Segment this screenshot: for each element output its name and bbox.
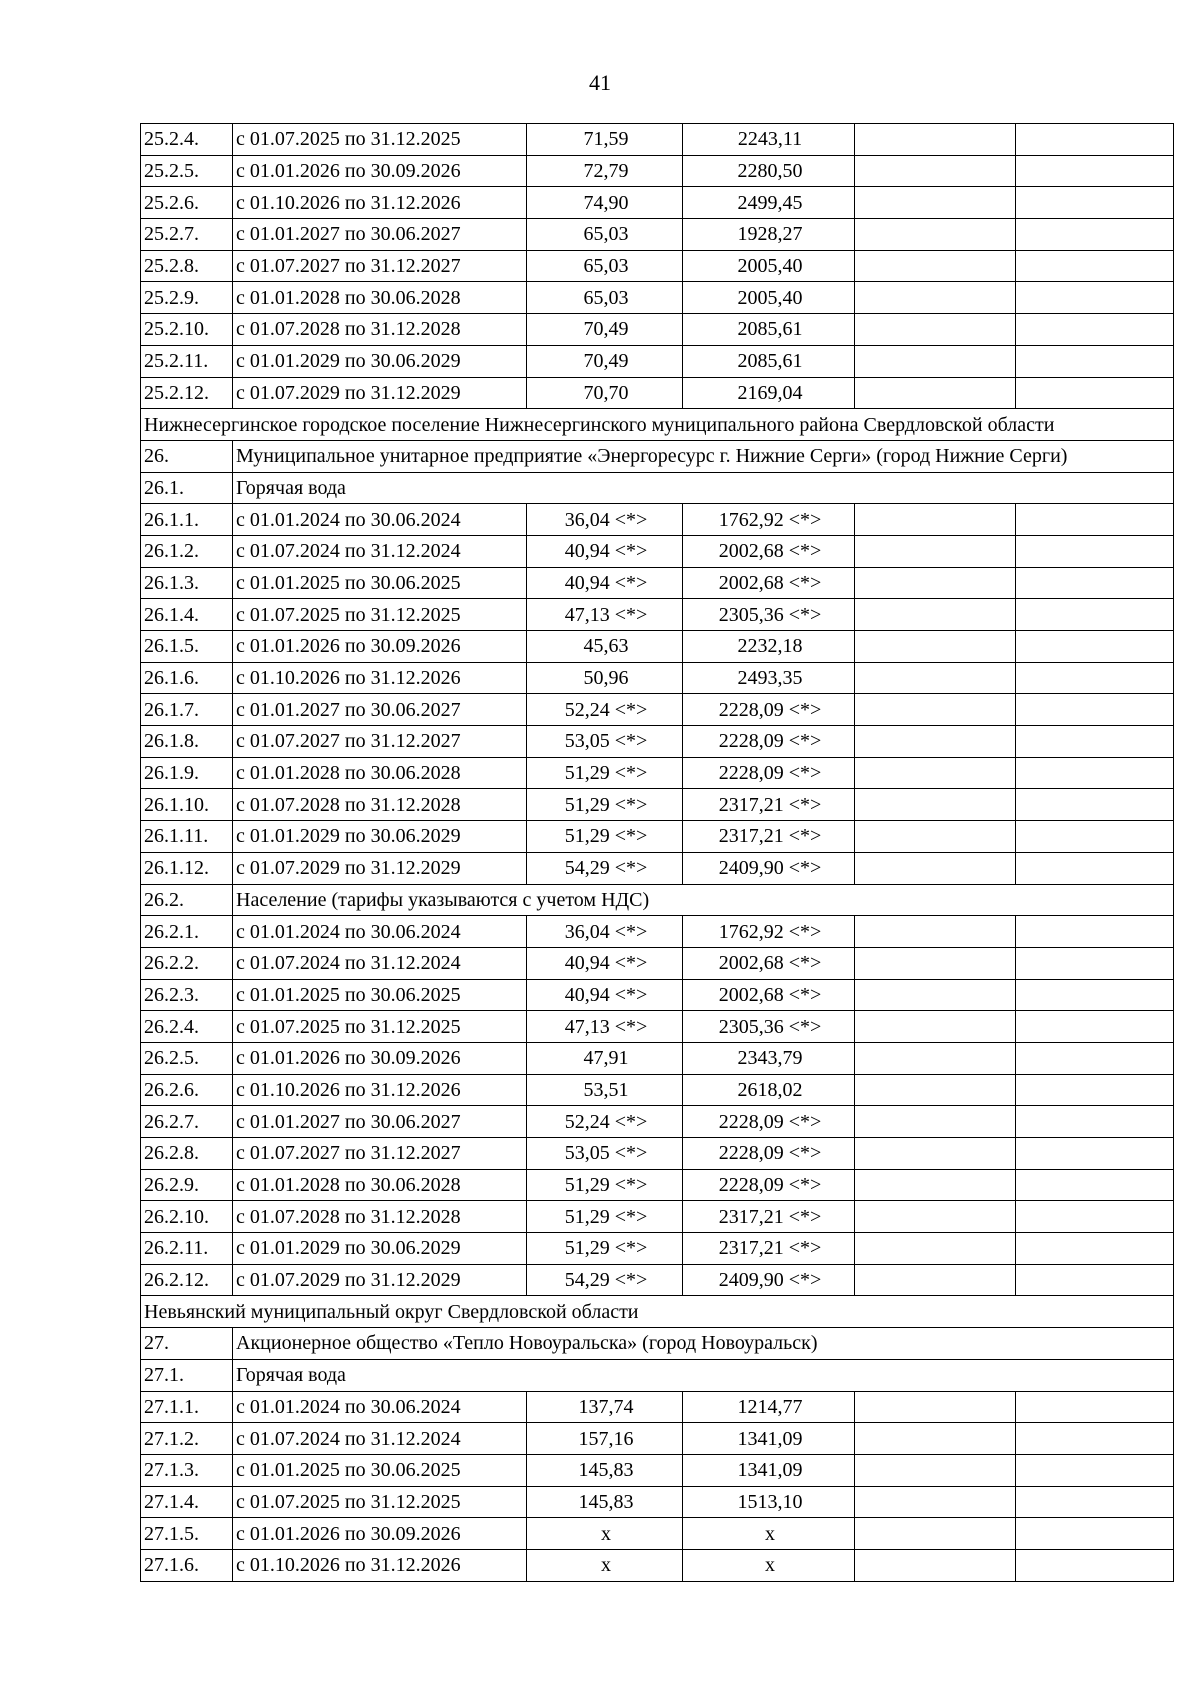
value-cell-2: 2085,61 xyxy=(683,314,855,346)
period-cell: с 01.01.2029 по 30.06.2029 xyxy=(233,1233,527,1265)
empty-cell xyxy=(855,821,1016,853)
value-cell-1: 145,83 xyxy=(527,1454,683,1486)
empty-cell xyxy=(855,1391,1016,1423)
value-cell-2: 1341,09 xyxy=(683,1423,855,1455)
value-cell-2: 2305,36 <*> xyxy=(683,1011,855,1043)
section-row xyxy=(141,472,1174,504)
empty-cell xyxy=(1016,187,1174,219)
section-row xyxy=(141,1359,1174,1391)
row-number: 25.2.12. xyxy=(141,377,233,409)
value-cell-2: 2232,18 xyxy=(683,631,855,663)
period-cell: с 01.07.2027 по 31.12.2027 xyxy=(233,726,527,758)
value-cell-1: 51,29 <*> xyxy=(527,1233,683,1265)
value-cell-1: 65,03 xyxy=(527,219,683,251)
value-cell-1: 54,29 <*> xyxy=(527,1264,683,1296)
value-cell-2: 2317,21 <*> xyxy=(683,821,855,853)
empty-cell xyxy=(1016,155,1174,187)
empty-cell xyxy=(855,757,1016,789)
value-cell-1: 40,94 <*> xyxy=(527,535,683,567)
empty-cell xyxy=(1016,757,1174,789)
empty-cell xyxy=(855,124,1016,156)
period-cell: с 01.01.2027 по 30.06.2027 xyxy=(233,1106,527,1138)
empty-cell xyxy=(855,726,1016,758)
period-cell: с 01.01.2024 по 30.06.2024 xyxy=(233,1391,527,1423)
empty-cell xyxy=(1016,345,1174,377)
period-cell: с 01.07.2025 по 31.12.2025 xyxy=(233,1011,527,1043)
value-cell-2: 2280,50 xyxy=(683,155,855,187)
empty-cell xyxy=(855,1264,1016,1296)
empty-cell xyxy=(1016,1391,1174,1423)
table-row xyxy=(141,852,1174,884)
row-number: 26.1.10. xyxy=(141,789,233,821)
table-row xyxy=(141,567,1174,599)
value-cell-1: 52,24 <*> xyxy=(527,1106,683,1138)
empty-cell xyxy=(1016,1011,1174,1043)
value-cell-2: 2499,45 xyxy=(683,187,855,219)
table-row xyxy=(141,599,1174,631)
section-number: 27.1. xyxy=(141,1359,233,1391)
table-row xyxy=(141,1011,1174,1043)
empty-cell xyxy=(1016,377,1174,409)
empty-cell xyxy=(1016,1042,1174,1074)
table-row xyxy=(141,1391,1174,1423)
period-cell: с 01.01.2026 по 30.09.2026 xyxy=(233,1042,527,1074)
empty-cell xyxy=(855,1201,1016,1233)
empty-cell xyxy=(1016,314,1174,346)
period-cell: с 01.07.2029 по 31.12.2029 xyxy=(233,1264,527,1296)
empty-cell xyxy=(855,377,1016,409)
row-number: 25.2.10. xyxy=(141,314,233,346)
empty-cell xyxy=(855,789,1016,821)
table-row xyxy=(141,662,1174,694)
empty-cell xyxy=(855,567,1016,599)
value-cell-1: 51,29 <*> xyxy=(527,1201,683,1233)
value-cell-2: 2317,21 <*> xyxy=(683,1201,855,1233)
row-number: 26.2.8. xyxy=(141,1138,233,1170)
tariff-table-body xyxy=(141,124,1174,1582)
row-number: 26.1.6. xyxy=(141,662,233,694)
empty-cell xyxy=(1016,1233,1174,1265)
row-number: 26.2.6. xyxy=(141,1074,233,1106)
row-number: 25.2.11. xyxy=(141,345,233,377)
empty-cell xyxy=(855,1549,1016,1581)
value-cell-1: 40,94 <*> xyxy=(527,947,683,979)
empty-cell xyxy=(1016,250,1174,282)
value-cell-2: 2002,68 <*> xyxy=(683,535,855,567)
empty-cell xyxy=(855,1074,1016,1106)
section-row xyxy=(141,884,1174,916)
empty-cell xyxy=(1016,1423,1174,1455)
empty-cell xyxy=(855,1518,1016,1550)
region-row xyxy=(141,1296,1174,1328)
period-cell: с 01.07.2024 по 31.12.2024 xyxy=(233,947,527,979)
table-row xyxy=(141,1233,1174,1265)
empty-cell xyxy=(855,535,1016,567)
row-number: 26.1.5. xyxy=(141,631,233,663)
table-row xyxy=(141,1201,1174,1233)
empty-cell xyxy=(1016,1264,1174,1296)
period-cell: с 01.07.2027 по 31.12.2027 xyxy=(233,250,527,282)
row-number: 26.2.7. xyxy=(141,1106,233,1138)
empty-cell xyxy=(1016,1138,1174,1170)
empty-cell xyxy=(1016,219,1174,251)
table-row xyxy=(141,282,1174,314)
value-cell-1: 71,59 xyxy=(527,124,683,156)
value-cell-2: 2305,36 <*> xyxy=(683,599,855,631)
empty-cell xyxy=(1016,821,1174,853)
value-cell-1: 47,13 <*> xyxy=(527,599,683,631)
value-cell-2: 2493,35 xyxy=(683,662,855,694)
value-cell-2: 2228,09 <*> xyxy=(683,1138,855,1170)
empty-cell xyxy=(1016,535,1174,567)
value-cell-2: 1341,09 xyxy=(683,1454,855,1486)
value-cell-2: 2618,02 xyxy=(683,1074,855,1106)
value-cell-1: 36,04 <*> xyxy=(527,504,683,536)
period-cell: с 01.07.2025 по 31.12.2025 xyxy=(233,124,527,156)
empty-cell xyxy=(1016,1074,1174,1106)
table-row xyxy=(141,219,1174,251)
value-cell-2: 2169,04 xyxy=(683,377,855,409)
section-number: 26.2. xyxy=(141,884,233,916)
empty-cell xyxy=(855,916,1016,948)
value-cell-1: 54,29 <*> xyxy=(527,852,683,884)
empty-cell xyxy=(855,631,1016,663)
empty-cell xyxy=(855,219,1016,251)
period-cell: с 01.01.2026 по 30.09.2026 xyxy=(233,1518,527,1550)
row-number: 25.2.7. xyxy=(141,219,233,251)
empty-cell xyxy=(855,1169,1016,1201)
table-row xyxy=(141,947,1174,979)
section-number: 26.1. xyxy=(141,472,233,504)
value-cell-2: 2228,09 <*> xyxy=(683,757,855,789)
value-cell-2: 2317,21 <*> xyxy=(683,1233,855,1265)
value-cell-1: 47,91 xyxy=(527,1042,683,1074)
value-cell-2: 2228,09 <*> xyxy=(683,694,855,726)
table-row xyxy=(141,377,1174,409)
table-row xyxy=(141,314,1174,346)
empty-cell xyxy=(855,314,1016,346)
row-number: 25.2.9. xyxy=(141,282,233,314)
value-cell-2: 2002,68 <*> xyxy=(683,947,855,979)
value-cell-2: 2228,09 <*> xyxy=(683,1169,855,1201)
section-number: 27. xyxy=(141,1328,233,1360)
row-number: 26.1.3. xyxy=(141,567,233,599)
period-cell: с 01.01.2025 по 30.06.2025 xyxy=(233,979,527,1011)
value-cell-1: 70,49 xyxy=(527,345,683,377)
table-row xyxy=(141,1454,1174,1486)
row-number: 25.2.5. xyxy=(141,155,233,187)
empty-cell xyxy=(1016,916,1174,948)
value-cell-2: 2002,68 <*> xyxy=(683,979,855,1011)
value-cell-2: 2005,40 xyxy=(683,250,855,282)
value-cell-2: 1762,92 <*> xyxy=(683,916,855,948)
empty-cell xyxy=(1016,1549,1174,1581)
row-number: 27.1.6. xyxy=(141,1549,233,1581)
empty-cell xyxy=(855,852,1016,884)
empty-cell xyxy=(855,599,1016,631)
period-cell: с 01.01.2025 по 30.06.2025 xyxy=(233,567,527,599)
table-row xyxy=(141,979,1174,1011)
table-row xyxy=(141,1074,1174,1106)
table-row xyxy=(141,789,1174,821)
value-cell-1: 51,29 <*> xyxy=(527,1169,683,1201)
value-cell-2: 2002,68 <*> xyxy=(683,567,855,599)
section-number: 26. xyxy=(141,440,233,472)
table-row xyxy=(141,1518,1174,1550)
section-title: Горячая вода xyxy=(233,1359,1174,1391)
value-cell-1: 157,16 xyxy=(527,1423,683,1455)
section-row xyxy=(141,1328,1174,1360)
empty-cell xyxy=(1016,662,1174,694)
empty-cell xyxy=(1016,789,1174,821)
table-row xyxy=(141,535,1174,567)
empty-cell xyxy=(855,187,1016,219)
empty-cell xyxy=(855,694,1016,726)
empty-cell xyxy=(1016,947,1174,979)
table-row xyxy=(141,916,1174,948)
value-cell-1: 72,79 xyxy=(527,155,683,187)
value-cell-1: 51,29 <*> xyxy=(527,757,683,789)
table-row xyxy=(141,757,1174,789)
table-row xyxy=(141,124,1174,156)
empty-cell xyxy=(1016,694,1174,726)
section-title: Горячая вода xyxy=(233,472,1174,504)
empty-cell xyxy=(855,947,1016,979)
row-number: 26.1.9. xyxy=(141,757,233,789)
table-row xyxy=(141,1549,1174,1581)
value-cell-1: 36,04 <*> xyxy=(527,916,683,948)
empty-cell xyxy=(1016,504,1174,536)
period-cell: с 01.01.2028 по 30.06.2028 xyxy=(233,757,527,789)
value-cell-1: 145,83 xyxy=(527,1486,683,1518)
row-number: 27.1.2. xyxy=(141,1423,233,1455)
value-cell-2: х xyxy=(683,1549,855,1581)
period-cell: с 01.07.2027 по 31.12.2027 xyxy=(233,1138,527,1170)
row-number: 26.2.12. xyxy=(141,1264,233,1296)
empty-cell xyxy=(855,504,1016,536)
table-row xyxy=(141,504,1174,536)
row-number: 27.1.4. xyxy=(141,1486,233,1518)
empty-cell xyxy=(855,345,1016,377)
row-number: 26.2.2. xyxy=(141,947,233,979)
value-cell-2: 2228,09 <*> xyxy=(683,726,855,758)
table-row xyxy=(141,1486,1174,1518)
period-cell: с 01.10.2026 по 31.12.2026 xyxy=(233,1549,527,1581)
period-cell: с 01.01.2028 по 30.06.2028 xyxy=(233,1169,527,1201)
value-cell-1: 51,29 <*> xyxy=(527,789,683,821)
value-cell-1: 137,74 xyxy=(527,1391,683,1423)
row-number: 26.2.9. xyxy=(141,1169,233,1201)
row-number: 26.2.11. xyxy=(141,1233,233,1265)
period-cell: с 01.01.2029 по 30.06.2029 xyxy=(233,821,527,853)
value-cell-1: х xyxy=(527,1549,683,1581)
row-number: 26.1.12. xyxy=(141,852,233,884)
empty-cell xyxy=(1016,124,1174,156)
period-cell: с 01.07.2024 по 31.12.2024 xyxy=(233,1423,527,1455)
table-row xyxy=(141,155,1174,187)
period-cell: с 01.01.2026 по 30.09.2026 xyxy=(233,155,527,187)
row-number: 26.2.10. xyxy=(141,1201,233,1233)
empty-cell xyxy=(855,1106,1016,1138)
table-row xyxy=(141,1423,1174,1455)
empty-cell xyxy=(855,250,1016,282)
value-cell-1: 50,96 xyxy=(527,662,683,694)
value-cell-1: 70,70 xyxy=(527,377,683,409)
empty-cell xyxy=(1016,726,1174,758)
empty-cell xyxy=(855,1233,1016,1265)
region-row xyxy=(141,409,1174,441)
empty-cell xyxy=(1016,282,1174,314)
period-cell: с 01.01.2029 по 30.06.2029 xyxy=(233,345,527,377)
period-cell: с 01.10.2026 по 31.12.2026 xyxy=(233,662,527,694)
period-cell: с 01.01.2026 по 30.09.2026 xyxy=(233,631,527,663)
period-cell: с 01.07.2028 по 31.12.2028 xyxy=(233,314,527,346)
value-cell-1: 70,49 xyxy=(527,314,683,346)
table-row xyxy=(141,1106,1174,1138)
row-number: 26.1.2. xyxy=(141,535,233,567)
table-row xyxy=(141,631,1174,663)
region-title: Нижнесергинское городское поселение Нижнесергинского муниципального района Свердловской области xyxy=(141,409,1174,441)
period-cell: с 01.07.2025 по 31.12.2025 xyxy=(233,1486,527,1518)
table-row xyxy=(141,250,1174,282)
value-cell-2: 2228,09 <*> xyxy=(683,1106,855,1138)
empty-cell xyxy=(1016,852,1174,884)
empty-cell xyxy=(1016,1454,1174,1486)
section-row xyxy=(141,440,1174,472)
row-number: 26.2.5. xyxy=(141,1042,233,1074)
period-cell: с 01.07.2029 по 31.12.2029 xyxy=(233,377,527,409)
empty-cell xyxy=(855,1011,1016,1043)
tariff-table xyxy=(140,123,1174,1582)
section-title: Муниципальное унитарное предприятие «Энергоресурс г. Нижние Серги» (город Нижние Серги) xyxy=(233,440,1174,472)
value-cell-1: 53,05 <*> xyxy=(527,726,683,758)
period-cell: с 01.07.2028 по 31.12.2028 xyxy=(233,789,527,821)
value-cell-1: х xyxy=(527,1518,683,1550)
value-cell-1: 65,03 xyxy=(527,250,683,282)
period-cell: с 01.07.2028 по 31.12.2028 xyxy=(233,1201,527,1233)
empty-cell xyxy=(855,1138,1016,1170)
table-row xyxy=(141,345,1174,377)
period-cell: с 01.10.2026 по 31.12.2026 xyxy=(233,187,527,219)
value-cell-1: 40,94 <*> xyxy=(527,567,683,599)
period-cell: с 01.01.2024 по 30.06.2024 xyxy=(233,504,527,536)
empty-cell xyxy=(1016,1518,1174,1550)
row-number: 27.1.3. xyxy=(141,1454,233,1486)
empty-cell xyxy=(855,1454,1016,1486)
empty-cell xyxy=(1016,599,1174,631)
value-cell-1: 47,13 <*> xyxy=(527,1011,683,1043)
table-row xyxy=(141,821,1174,853)
empty-cell xyxy=(855,155,1016,187)
value-cell-2: 2343,79 xyxy=(683,1042,855,1074)
empty-cell xyxy=(855,662,1016,694)
row-number: 25.2.4. xyxy=(141,124,233,156)
period-cell: с 01.07.2024 по 31.12.2024 xyxy=(233,535,527,567)
period-cell: с 01.07.2025 по 31.12.2025 xyxy=(233,599,527,631)
value-cell-1: 74,90 xyxy=(527,187,683,219)
value-cell-1: 53,05 <*> xyxy=(527,1138,683,1170)
value-cell-1: 51,29 <*> xyxy=(527,821,683,853)
period-cell: с 01.01.2027 по 30.06.2027 xyxy=(233,219,527,251)
value-cell-2: 1214,77 xyxy=(683,1391,855,1423)
value-cell-2: 2409,90 <*> xyxy=(683,1264,855,1296)
table-row xyxy=(141,1169,1174,1201)
row-number: 25.2.6. xyxy=(141,187,233,219)
value-cell-1: 65,03 xyxy=(527,282,683,314)
value-cell-2: 2317,21 <*> xyxy=(683,789,855,821)
row-number: 26.2.1. xyxy=(141,916,233,948)
region-title: Невьянский муниципальный округ Свердловской области xyxy=(141,1296,1174,1328)
row-number: 27.1.5. xyxy=(141,1518,233,1550)
section-title: Акционерное общество «Тепло Новоуральска» (город Новоуральск) xyxy=(233,1328,1174,1360)
value-cell-2: 1762,92 <*> xyxy=(683,504,855,536)
empty-cell xyxy=(855,979,1016,1011)
value-cell-2: 1513,10 xyxy=(683,1486,855,1518)
empty-cell xyxy=(855,1486,1016,1518)
value-cell-2: х xyxy=(683,1518,855,1550)
empty-cell xyxy=(855,1423,1016,1455)
value-cell-2: 2085,61 xyxy=(683,345,855,377)
value-cell-1: 40,94 <*> xyxy=(527,979,683,1011)
row-number: 26.1.7. xyxy=(141,694,233,726)
table-row xyxy=(141,1264,1174,1296)
empty-cell xyxy=(1016,1486,1174,1518)
value-cell-2: 1928,27 xyxy=(683,219,855,251)
row-number: 26.1.4. xyxy=(141,599,233,631)
value-cell-2: 2409,90 <*> xyxy=(683,852,855,884)
table-row xyxy=(141,1138,1174,1170)
period-cell: с 01.10.2026 по 31.12.2026 xyxy=(233,1074,527,1106)
empty-cell xyxy=(1016,567,1174,599)
row-number: 26.1.1. xyxy=(141,504,233,536)
table-row xyxy=(141,726,1174,758)
value-cell-2: 2005,40 xyxy=(683,282,855,314)
empty-cell xyxy=(1016,1201,1174,1233)
row-number: 26.1.11. xyxy=(141,821,233,853)
table-row xyxy=(141,187,1174,219)
empty-cell xyxy=(855,282,1016,314)
empty-cell xyxy=(855,1042,1016,1074)
period-cell: с 01.01.2025 по 30.06.2025 xyxy=(233,1454,527,1486)
row-number: 26.2.3. xyxy=(141,979,233,1011)
row-number: 26.2.4. xyxy=(141,1011,233,1043)
empty-cell xyxy=(1016,1169,1174,1201)
row-number: 27.1.1. xyxy=(141,1391,233,1423)
row-number: 26.1.8. xyxy=(141,726,233,758)
value-cell-1: 52,24 <*> xyxy=(527,694,683,726)
period-cell: с 01.01.2024 по 30.06.2024 xyxy=(233,916,527,948)
table-row xyxy=(141,1042,1174,1074)
table-row xyxy=(141,694,1174,726)
section-title: Население (тарифы указываются с учетом НДС) xyxy=(233,884,1174,916)
value-cell-1: 45,63 xyxy=(527,631,683,663)
row-number: 25.2.8. xyxy=(141,250,233,282)
page-number: 41 xyxy=(589,70,611,95)
empty-cell xyxy=(1016,979,1174,1011)
value-cell-2: 2243,11 xyxy=(683,124,855,156)
period-cell: с 01.01.2028 по 30.06.2028 xyxy=(233,282,527,314)
value-cell-1: 53,51 xyxy=(527,1074,683,1106)
period-cell: с 01.07.2029 по 31.12.2029 xyxy=(233,852,527,884)
empty-cell xyxy=(1016,631,1174,663)
period-cell: с 01.01.2027 по 30.06.2027 xyxy=(233,694,527,726)
empty-cell xyxy=(1016,1106,1174,1138)
